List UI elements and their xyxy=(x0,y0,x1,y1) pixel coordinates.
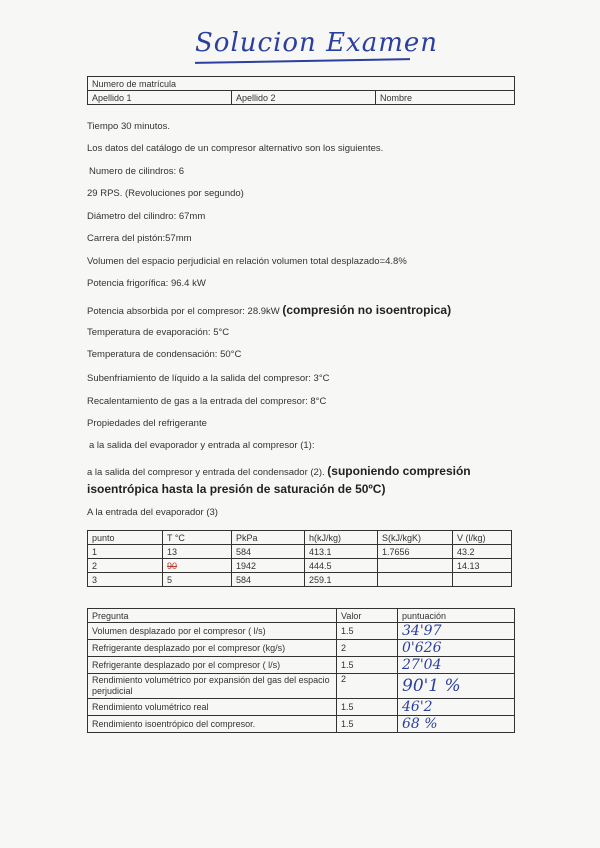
props-cell: 413.1 xyxy=(305,545,378,559)
props-header-s: S(kJ/kgK) xyxy=(378,531,453,545)
tiempo-text: Tiempo 30 minutos. xyxy=(87,121,171,132)
props-cell: 259.1 xyxy=(305,573,378,587)
nombre-cell: Nombre xyxy=(376,91,515,105)
salida-evap-text: a la salida del evaporador y entrada al compresor (1): xyxy=(89,440,315,451)
props-cell: 584 xyxy=(232,545,305,559)
props-cell: 13 xyxy=(163,545,232,559)
props-cell: 5 xyxy=(163,573,232,587)
results-answer: 27'04 xyxy=(398,657,515,674)
potencia-frig-text: Potencia frigorífica: 96.4 kW xyxy=(87,278,206,289)
results-value: 2 xyxy=(337,674,398,699)
title-underline xyxy=(195,58,410,64)
props-header-h: h(kJ/kg) xyxy=(305,531,378,545)
props-cell: 1.7656 xyxy=(378,545,453,559)
props-cell: 2 xyxy=(88,559,163,573)
results-header-pregunta: Pregunta xyxy=(88,609,337,623)
potencia-abs-line xyxy=(87,303,451,317)
volumen-text: Volumen del espacio perjudicial en relación volumen total desplazado=4.8% xyxy=(87,256,407,267)
results-answer: 46'2 xyxy=(398,699,515,716)
properties-table xyxy=(87,530,512,587)
table-row xyxy=(88,573,512,587)
props-cell: 14.13 xyxy=(453,559,512,573)
carrera-text: Carrera del pistón:57mm xyxy=(87,233,192,244)
cilindros-text: Numero de cilindros: 6 xyxy=(89,166,185,177)
props-cell xyxy=(453,573,512,587)
results-answer: 0'626 xyxy=(398,640,515,657)
results-header-valor: Valor xyxy=(337,609,398,623)
results-question: Rendimiento volumétrico por expansión del gas del espacio perjudicial xyxy=(88,674,337,699)
results-question: Rendimiento isoentrópico del compresor. xyxy=(88,716,337,733)
table-row xyxy=(88,559,512,573)
potencia-abs-text: Potencia absorbida por el compresor: 28.9kW xyxy=(87,306,280,317)
compresion-no-text: (compresión no isoentropica) xyxy=(282,303,452,317)
props-cell-struck: 90 xyxy=(163,559,232,573)
suponiendo-2-text: isoentrópica hasta la presión de saturación de 50ºC) xyxy=(87,482,386,496)
results-value: 1.5 xyxy=(337,623,398,640)
results-header-puntuacion: puntuación xyxy=(398,609,515,623)
matricula-cell: Numero de matrícula xyxy=(88,77,515,91)
props-header-v: V (l/kg) xyxy=(453,531,512,545)
table-row xyxy=(88,640,515,657)
t-cond-text: Temperatura de condensación: 50°C xyxy=(87,349,242,360)
student-info-table xyxy=(87,76,515,105)
results-question: Refrigerante desplazado por el compresor (kg/s) xyxy=(88,640,337,657)
propiedades-text: Propiedades del refrigerante xyxy=(87,418,207,429)
results-question: Refrigerante desplazado por el compresor ( l/s) xyxy=(88,657,337,674)
props-cell: 1 xyxy=(88,545,163,559)
table-row xyxy=(88,623,515,640)
table-row xyxy=(88,545,512,559)
results-value: 2 xyxy=(337,640,398,657)
props-cell xyxy=(378,573,453,587)
props-cell: 1942 xyxy=(232,559,305,573)
page-title: Solucion Examen xyxy=(195,28,438,58)
table-row xyxy=(88,674,515,699)
props-cell: 444.5 xyxy=(305,559,378,573)
props-cell: 3 xyxy=(88,573,163,587)
apellido2-cell: Apellido 2 xyxy=(232,91,376,105)
props-header-punto: punto xyxy=(88,531,163,545)
table-row xyxy=(88,716,515,733)
results-answer: 90'1 % xyxy=(398,674,515,699)
props-header-p: PkPa xyxy=(232,531,305,545)
results-value: 1.5 xyxy=(337,699,398,716)
results-table xyxy=(87,608,515,733)
salida-comp-line xyxy=(87,464,471,478)
table-row xyxy=(88,699,515,716)
recalent-text: Recalentamiento de gas a la entrada del compresor: 8°C xyxy=(87,396,327,407)
salida-comp-text: a la salida del compresor y entrada del condensador (2). xyxy=(87,467,325,478)
results-value: 1.5 xyxy=(337,716,398,733)
intro-text: Los datos del catálogo de un compresor alternativo son los siguientes. xyxy=(87,143,384,154)
rps-text: 29 RPS. (Revoluciones por segundo) xyxy=(87,188,244,199)
table-row xyxy=(88,657,515,674)
subenf-text: Subenfriamiento de líquido a la salida del compresor: 3°C xyxy=(87,373,330,384)
props-cell xyxy=(378,559,453,573)
props-cell: 584 xyxy=(232,573,305,587)
t-evap-text: Temperatura de evaporación: 5°C xyxy=(87,327,230,338)
results-answer: 34'97 xyxy=(398,623,515,640)
results-question: Rendimiento volumétrico real xyxy=(88,699,337,716)
results-value: 1.5 xyxy=(337,657,398,674)
entrada-evap-text: A la entrada del evaporador (3) xyxy=(87,507,218,518)
props-cell: 43.2 xyxy=(453,545,512,559)
suponiendo-1-text: (suponiendo compresión xyxy=(327,464,471,478)
results-question: Volumen desplazado por el compresor ( l/s) xyxy=(88,623,337,640)
results-answer: 68 % xyxy=(398,716,515,733)
props-header-t: T °C xyxy=(163,531,232,545)
diametro-text: Diámetro del cilindro: 67mm xyxy=(87,211,206,222)
apellido1-cell: Apellido 1 xyxy=(88,91,232,105)
